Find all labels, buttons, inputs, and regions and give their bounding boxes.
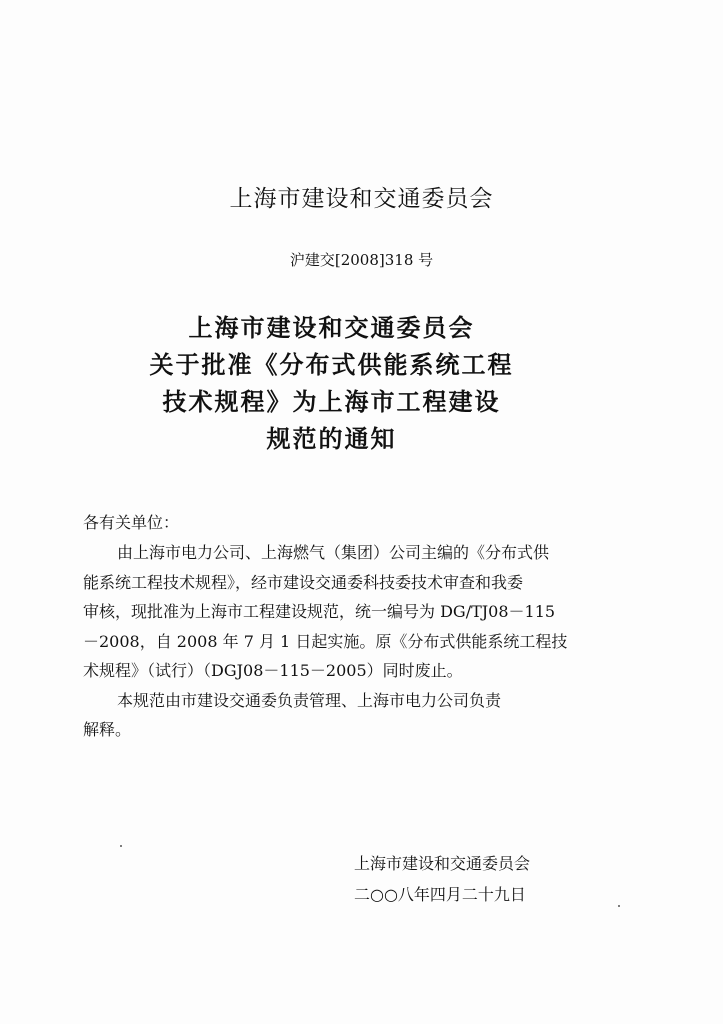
body-line-1: 由上海市电力公司、上海燃气（集团）公司主编的《分布式供 [117,543,550,562]
signature-block [354,848,530,910]
body-line-7: 解释。 [83,720,132,739]
scan-speck [120,845,122,847]
title-line-3: 技术规程》为上海市工程建设 [162,388,501,416]
document-number: 沪建交[2008]318 号 [289,251,434,269]
title-line-4: 规范的通知 [266,425,397,453]
body-line-2: 能系统工程技术规程》，经市建设交通委科技委技术审查和我委 [83,572,524,592]
scan-speck [618,905,620,907]
title-line-1: 上海市建设和交通委员会 [188,314,475,342]
title-line-2: 关于批准《分布式供能系统工程 [149,351,514,379]
body-line-5: 术规程》（试行）（DGJ08－115－2005）同时废止。 [83,661,463,680]
signature-organization: 上海市建设和交通委员会 [354,854,531,873]
body-line-6: 本规范由市建设交通委负责管理、上海市电力公司负责 [117,690,502,710]
signature-date: 二○○八年四月二十九日 [354,885,526,904]
salutation: 各有关单位： [83,513,180,532]
issuer-heading: 上海市建设和交通委员会 [229,186,494,212]
notice-body [83,538,583,745]
notice-title [0,310,663,458]
body-line-4: －2008，自 2008 年 7 月 1 日起实施。原《分布式供能系统工程技 [83,631,568,651]
body-line-3: 审核，现批准为上海市工程建设规范，统一编号为 DG/TJ08－115 [83,602,556,621]
